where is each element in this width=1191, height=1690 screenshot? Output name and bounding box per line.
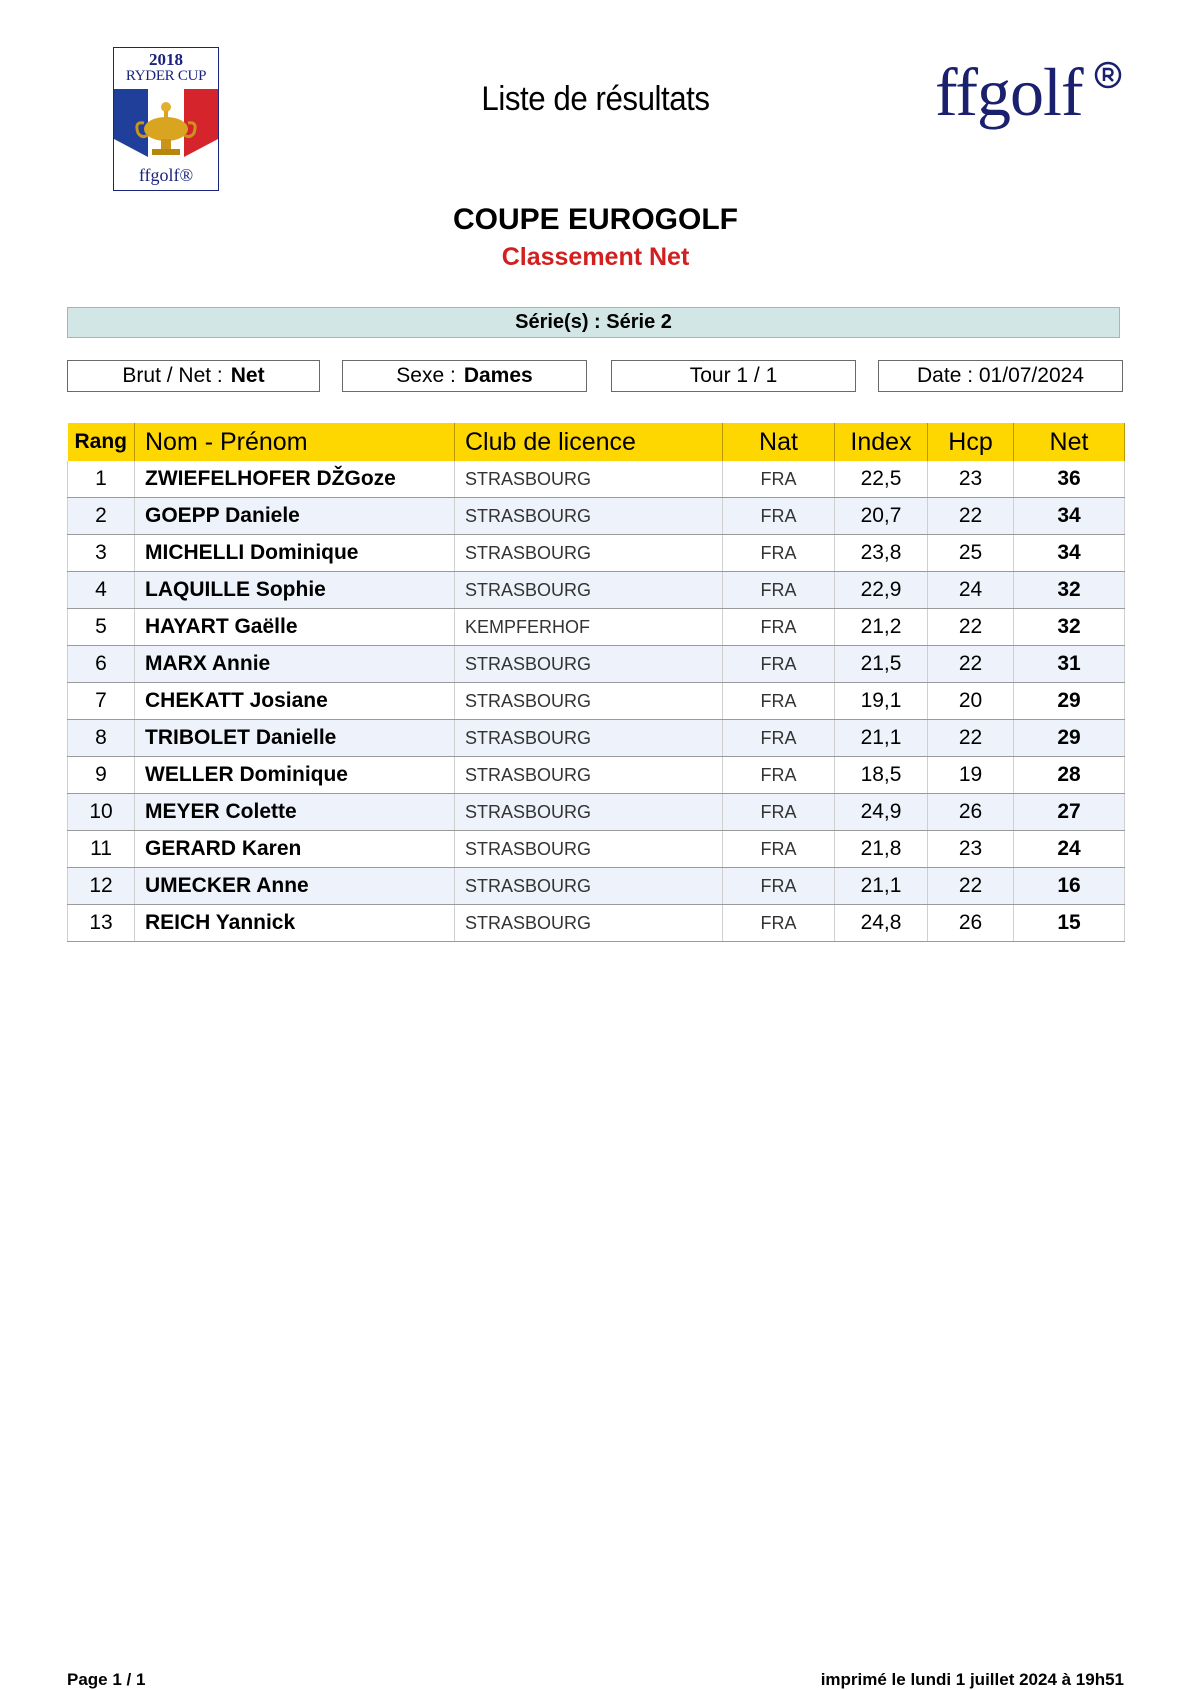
rang-cell: 3 <box>68 535 135 572</box>
hcp-cell: 25 <box>928 535 1014 572</box>
club-cell: STRASBOURG <box>455 683 723 720</box>
page-title: Liste de résultats <box>481 80 710 118</box>
table-row <box>68 757 1125 794</box>
brut-net-box <box>67 360 320 392</box>
net-cell: 16 <box>1014 868 1125 905</box>
table-header-row <box>68 423 1125 461</box>
nat-cell: FRA <box>723 572 835 609</box>
date-box <box>878 360 1123 392</box>
index-cell: 21,5 <box>835 646 928 683</box>
name-cell: ZWIEFELHOFER DŽGoze <box>135 461 455 498</box>
nat-cell: FRA <box>723 535 835 572</box>
name-cell: MEYER Colette <box>135 794 455 831</box>
hcp-cell: 19 <box>928 757 1014 794</box>
index-cell: 21,2 <box>835 609 928 646</box>
date-label: Date : 01/07/2024 <box>917 364 1084 387</box>
table-row <box>68 646 1125 683</box>
net-cell: 32 <box>1014 572 1125 609</box>
name-cell: GOEPP Daniele <box>135 498 455 535</box>
hcp-cell: 20 <box>928 683 1014 720</box>
nat-cell: FRA <box>723 609 835 646</box>
rang-cell: 4 <box>68 572 135 609</box>
ryder-cup-logo <box>113 47 219 191</box>
net-cell: 24 <box>1014 831 1125 868</box>
table-row <box>68 794 1125 831</box>
club-cell: STRASBOURG <box>455 535 723 572</box>
club-cell: STRASBOURG <box>455 794 723 831</box>
table-row <box>68 683 1125 720</box>
net-cell: 29 <box>1014 720 1125 757</box>
club-cell: STRASBOURG <box>455 498 723 535</box>
table-row <box>68 609 1125 646</box>
index-cell: 18,5 <box>835 757 928 794</box>
net-cell: 29 <box>1014 683 1125 720</box>
club-cell: STRASBOURG <box>455 461 723 498</box>
nat-cell: FRA <box>723 498 835 535</box>
rang-cell: 2 <box>68 498 135 535</box>
column-header-nom: Nom - Prénom <box>135 423 455 461</box>
club-cell: STRASBOURG <box>455 757 723 794</box>
index-cell: 22,9 <box>835 572 928 609</box>
hcp-cell: 23 <box>928 461 1014 498</box>
hcp-cell: 23 <box>928 831 1014 868</box>
index-cell: 19,1 <box>835 683 928 720</box>
rang-cell: 8 <box>68 720 135 757</box>
nat-cell: FRA <box>723 461 835 498</box>
hcp-cell: 26 <box>928 905 1014 942</box>
index-cell: 23,8 <box>835 535 928 572</box>
rang-cell: 6 <box>68 646 135 683</box>
classement-subtitle: Classement Net <box>501 243 690 271</box>
table-row <box>68 535 1125 572</box>
ffgolf-logo: ffgolf <box>935 54 1083 130</box>
index-cell: 24,8 <box>835 905 928 942</box>
index-cell: 21,1 <box>835 720 928 757</box>
name-cell: TRIBOLET Danielle <box>135 720 455 757</box>
club-cell: STRASBOURG <box>455 572 723 609</box>
column-header-hcp: Hcp <box>928 423 1014 461</box>
nat-cell: FRA <box>723 868 835 905</box>
nat-cell: FRA <box>723 646 835 683</box>
nat-cell: FRA <box>723 831 835 868</box>
nat-cell: FRA <box>723 683 835 720</box>
nat-cell: FRA <box>723 794 835 831</box>
table-row <box>68 572 1125 609</box>
brut-net-label: Brut / Net : <box>122 364 223 387</box>
table-row <box>68 720 1125 757</box>
nat-cell: FRA <box>723 905 835 942</box>
table-row <box>68 461 1125 498</box>
net-cell: 27 <box>1014 794 1125 831</box>
brut-net-value: Net <box>230 364 265 387</box>
index-cell: 20,7 <box>835 498 928 535</box>
hcp-cell: 26 <box>928 794 1014 831</box>
tour-box <box>611 360 856 392</box>
hcp-cell: 22 <box>928 720 1014 757</box>
serie-bar: Série(s) : Série 2 <box>67 307 1120 338</box>
hcp-cell: 24 <box>928 572 1014 609</box>
rang-cell: 11 <box>68 831 135 868</box>
table-row <box>68 831 1125 868</box>
name-cell: WELLER Dominique <box>135 757 455 794</box>
net-cell: 32 <box>1014 609 1125 646</box>
name-cell: MARX Annie <box>135 646 455 683</box>
ryder-logo-name: RYDER CUP <box>125 68 207 84</box>
column-header-rang: Rang <box>68 423 135 461</box>
page-number: Page 1 / 1 <box>67 1670 146 1689</box>
registered-mark-icon <box>1093 60 1123 90</box>
index-cell: 22,5 <box>835 461 928 498</box>
name-cell: UMECKER Anne <box>135 868 455 905</box>
club-cell: STRASBOURG <box>455 868 723 905</box>
column-header-club: Club de licence <box>455 423 723 461</box>
name-cell: HAYART Gaëlle <box>135 609 455 646</box>
competition-title: COUPE EUROGOLF <box>452 203 738 236</box>
table-row <box>68 868 1125 905</box>
hcp-cell: 22 <box>928 646 1014 683</box>
sexe-value: Dames <box>463 364 533 387</box>
club-cell: STRASBOURG <box>455 646 723 683</box>
net-cell: 28 <box>1014 757 1125 794</box>
name-cell: LAQUILLE Sophie <box>135 572 455 609</box>
rang-cell: 10 <box>68 794 135 831</box>
sexe-label: Sexe : <box>396 364 456 387</box>
club-cell: STRASBOURG <box>455 831 723 868</box>
column-header-index: Index <box>835 423 928 461</box>
results-body <box>68 461 1125 942</box>
name-cell: GERARD Karen <box>135 831 455 868</box>
print-timestamp: imprimé le lundi 1 juillet 2024 à 19h51 <box>820 1670 1124 1689</box>
name-cell: REICH Yannick <box>135 905 455 942</box>
index-cell: 21,1 <box>835 868 928 905</box>
club-cell: STRASBOURG <box>455 720 723 757</box>
net-cell: 34 <box>1014 498 1125 535</box>
rang-cell: 1 <box>68 461 135 498</box>
name-cell: CHEKATT Josiane <box>135 683 455 720</box>
name-cell: MICHELLI Dominique <box>135 535 455 572</box>
rang-cell: 7 <box>68 683 135 720</box>
net-cell: 34 <box>1014 535 1125 572</box>
tour-label: Tour 1 / 1 <box>689 364 778 387</box>
column-header-nat: Nat <box>723 423 835 461</box>
index-cell: 24,9 <box>835 794 928 831</box>
club-cell: STRASBOURG <box>455 905 723 942</box>
rang-cell: 12 <box>68 868 135 905</box>
net-cell: 15 <box>1014 905 1125 942</box>
table-row <box>68 905 1125 942</box>
club-cell: KEMPFERHOF <box>455 609 723 646</box>
nat-cell: FRA <box>723 757 835 794</box>
net-cell: 36 <box>1014 461 1125 498</box>
ryder-logo-brand: ffgolf® <box>138 165 194 185</box>
column-header-net: Net <box>1014 423 1125 461</box>
results-table <box>67 423 1125 942</box>
rang-cell: 13 <box>68 905 135 942</box>
ryder-logo-year: 2018 <box>149 50 183 69</box>
hcp-cell: 22 <box>928 609 1014 646</box>
rang-cell: 9 <box>68 757 135 794</box>
nat-cell: FRA <box>723 720 835 757</box>
table-row <box>68 498 1125 535</box>
net-cell: 31 <box>1014 646 1125 683</box>
sexe-box <box>342 360 587 392</box>
hcp-cell: 22 <box>928 868 1014 905</box>
hcp-cell: 22 <box>928 498 1014 535</box>
rang-cell: 5 <box>68 609 135 646</box>
index-cell: 21,8 <box>835 831 928 868</box>
